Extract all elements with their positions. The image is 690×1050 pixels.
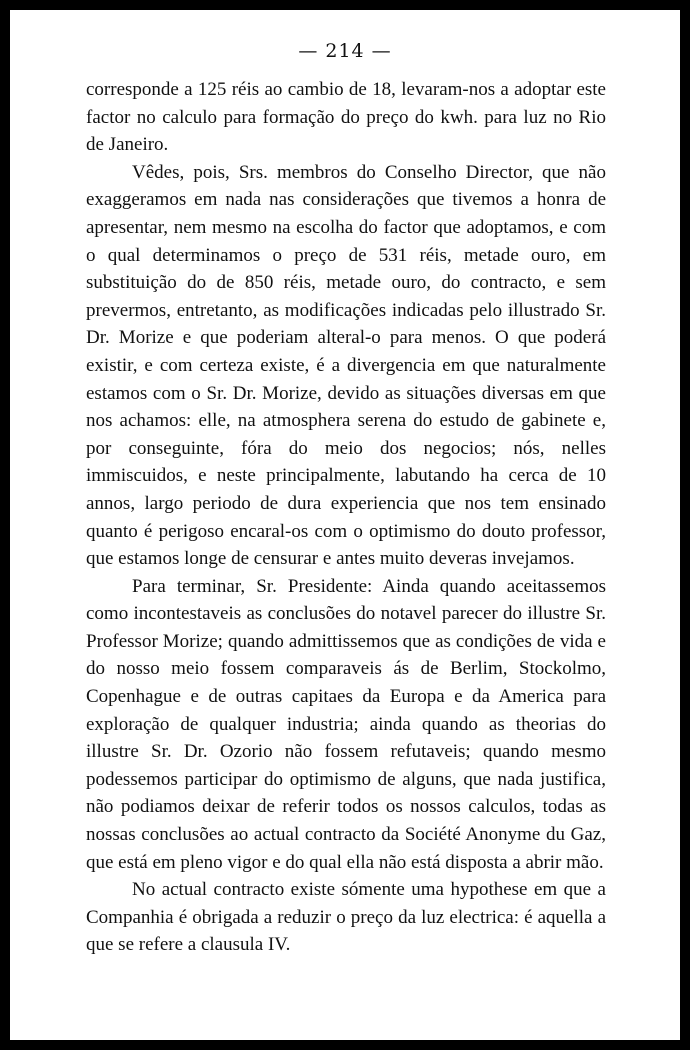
body-text: [86, 76, 606, 959]
page-number: — 214 —: [298, 40, 392, 62]
paragraph-continuation: corresponde a 125 réis ao cambio de 18, levaram-nos a adoptar este factor no calculo para formação do preço do kwh. para luz no Rio de Janeiro.: [86, 79, 606, 156]
paragraph-actual-contracto: No actual contracto existe sómente uma hypothese em que a Companhia é obrigada a reduzir o preço da luz electrica: é aquella a que se refere a clausula IV.: [86, 879, 606, 956]
document-page: [8, 8, 682, 1042]
paragraph-para-terminar: Para terminar, Sr. Presidente: Ainda quando aceitassemos como incontestaveis as conclusões do notavel parecer do illustre Sr. Professor Morize; quando admittissemos que as condições de vida e do nosso meio fossem comparaveis ás de Berlim, Stockolmo, Copenhague e de outras capitaes da Europa e da America para exploração de qualquer industria; ainda quando as theorias do illustre Sr. Dr. Ozorio não fossem refutaveis; quando mesmo podessemos participar do optimismo de alguns, que nada justifica, não podiamos deixar de referir todos os nossos calculos, todas as nossas conclusões ao actual contracto da Société Anonyme du Gaz, que está em pleno vigor e do qual ella não está disposta a abrir mão.: [86, 575, 606, 873]
paragraph-conselho-director: Vêdes, pois, Srs. membros do Conselho Director, que não exaggeramos em nada nas considerações que tivemos a honra de apresentar, nem mesmo na escolha do factor que adoptamos, e com o qual determinamos o preço de 531 réis, metade ouro, em substituição do de 850 réis, metade ouro, do contracto, e sem prevermos, entretanto, as modificações indicadas pelo illustrado Sr. Dr. Morize e que poderiam alteral-o para menos. O que poderá existir, e com certeza existe, é a divergencia em que naturalmente estamos com o Sr. Dr. Morize, devido as situações diversas em que nos achamos: elle, na atmosphera serena do estudo de gabinete e, por conseguinte, fóra do meio dos negocios; nós, nelles immiscuidos, e neste principalmente, labutando ha cerca de 10 annos, largo periodo de dura experiencia que nos tem ensinado quanto é perigoso encaral-os com o optimismo do douto professor, que estamos longe de censurar e antes muito deveras invejamos.: [86, 161, 606, 570]
